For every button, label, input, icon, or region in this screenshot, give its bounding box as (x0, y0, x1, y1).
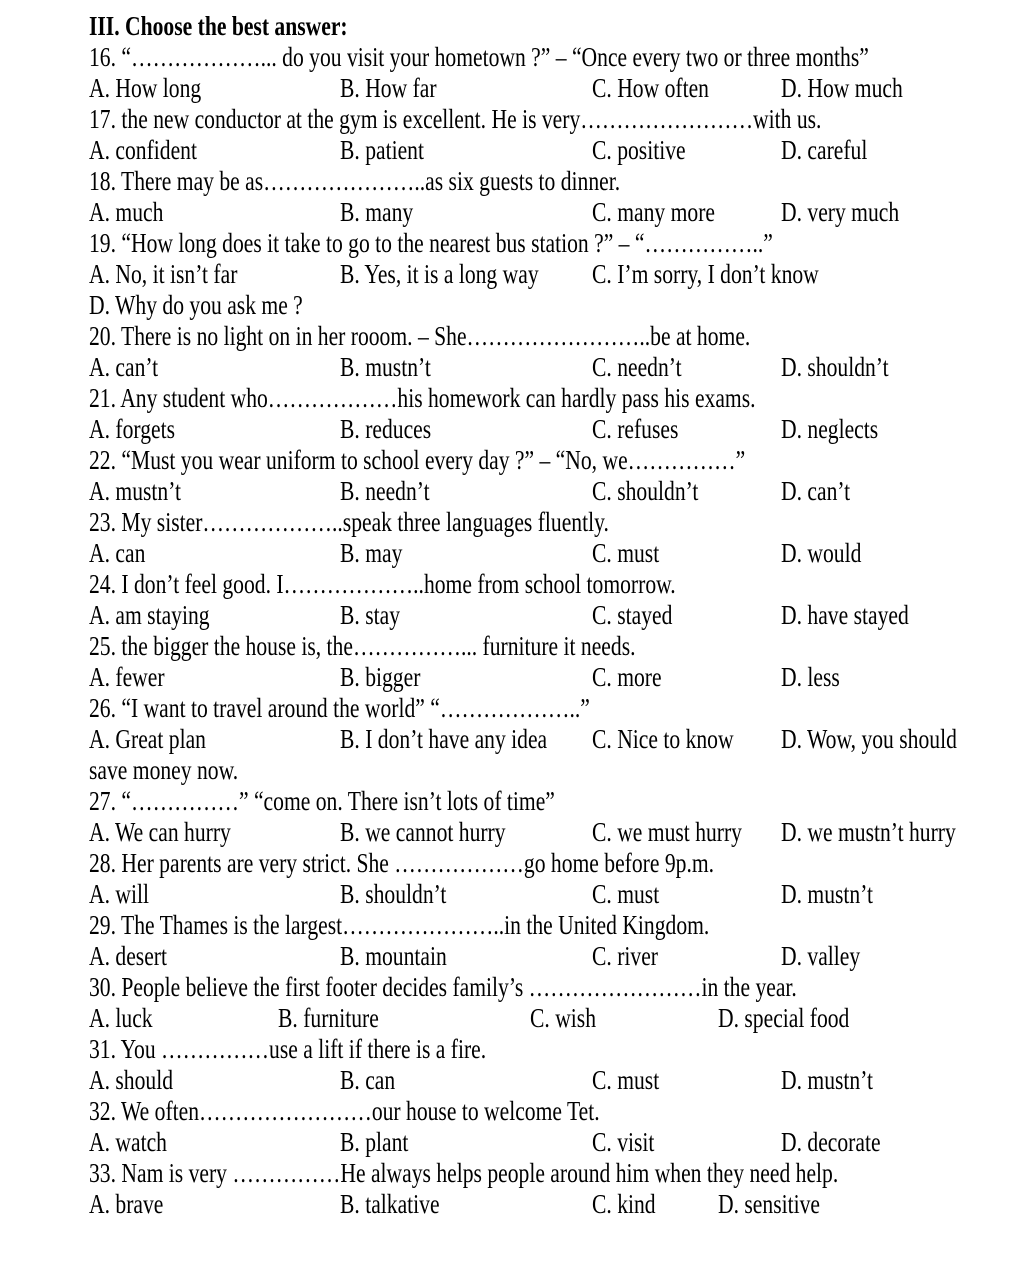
q21-option-c[interactable]: C. refuses (592, 414, 679, 444)
q22-option-d[interactable]: D. can’t (781, 476, 851, 506)
q17-option-b[interactable]: B. patient (340, 135, 424, 165)
q17-option-c[interactable]: C. positive (592, 135, 686, 165)
q24-option-a[interactable]: A. am staying (89, 600, 210, 630)
q22-option-a[interactable]: A. mustn’t (89, 476, 182, 506)
q16-option-a[interactable]: A. How long (89, 73, 202, 103)
q20-option-d[interactable]: D. shouldn’t (781, 352, 889, 382)
q29-option-c[interactable]: C. river (592, 941, 658, 971)
q27-option-d[interactable]: D. we mustn’t hurry (781, 817, 956, 847)
question-21-stem: 21. Any student who………………his homework can hardly pass his exams. (89, 383, 756, 413)
q33-option-b[interactable]: B. talkative (340, 1189, 440, 1219)
q19-option-a[interactable]: A. No, it isn’t far (89, 259, 238, 289)
q27-option-b[interactable]: B. we cannot hurry (340, 817, 506, 847)
q22-option-b[interactable]: B. needn’t (340, 476, 430, 506)
q23-option-a[interactable]: A. can (89, 538, 146, 568)
q29-option-b[interactable]: B. mountain (340, 941, 447, 971)
q26-option-d[interactable]: D. Wow, you should (781, 724, 957, 754)
q19-option-c[interactable]: C. I’m sorry, I don’t know (592, 259, 819, 289)
q24-option-b[interactable]: B. stay (340, 600, 401, 630)
q27-option-c[interactable]: C. we must hurry (592, 817, 742, 847)
q33-option-c[interactable]: C. kind (592, 1189, 656, 1219)
q28-option-a[interactable]: A. will (89, 879, 150, 909)
question-25-stem: 25. the bigger the house is, the……………... furniture it needs. (89, 631, 636, 661)
q32-option-d[interactable]: D. decorate (781, 1127, 881, 1157)
question-28-stem: 28. Her parents are very strict. She ………………go home before 9p.m. (89, 848, 715, 878)
q16-option-b[interactable]: B. How far (340, 73, 437, 103)
q29-option-d[interactable]: D. valley (781, 941, 861, 971)
q29-option-a[interactable]: A. desert (89, 941, 167, 971)
q20-option-a[interactable]: A. can’t (89, 352, 159, 382)
q28-option-d[interactable]: D. mustn’t (781, 879, 874, 909)
q28-option-c[interactable]: C. must (592, 879, 660, 909)
question-20-stem: 20. There is no light on in her rooom. – She……………………..be at home. (89, 321, 751, 351)
q20-option-b[interactable]: B. mustn’t (340, 352, 431, 382)
question-23-stem: 23. My sister………………..speak three languages fluently. (89, 507, 609, 537)
question-26-stem: 26. “I want to travel around the world” “………………..” (89, 693, 590, 723)
q24-option-d[interactable]: D. have stayed (781, 600, 909, 630)
question-30-stem: 30. People believe the first footer decides family’s ……………………in the year. (89, 972, 797, 1002)
q18-option-d[interactable]: D. very much (781, 197, 900, 227)
question-24-stem: 24. I don’t feel good. I………………..home from school tomorrow. (89, 569, 676, 599)
question-29-stem: 29. The Thames is the largest…………………..in the United Kingdom. (89, 910, 710, 940)
q25-option-a[interactable]: A. fewer (89, 662, 165, 692)
q23-option-b[interactable]: B. may (340, 538, 403, 568)
q31-option-b[interactable]: B. can (340, 1065, 396, 1095)
q18-option-a[interactable]: A. much (89, 197, 164, 227)
q23-option-d[interactable]: D. would (781, 538, 862, 568)
question-16-stem: 16. “………………... do you visit your hometown ?” – “Once every two or three months” (89, 42, 869, 72)
q21-option-d[interactable]: D. neglects (781, 414, 879, 444)
q31-option-a[interactable]: A. should (89, 1065, 174, 1095)
q33-option-d[interactable]: D. sensitive (718, 1189, 820, 1219)
q30-option-a[interactable]: A. luck (89, 1003, 153, 1033)
question-33-stem: 33. Nam is very ……………He always helps people around him when they need help. (89, 1158, 839, 1188)
q26-option-b[interactable]: B. I don’t have any idea (340, 724, 548, 754)
q20-option-c[interactable]: C. needn’t (592, 352, 682, 382)
q18-option-c[interactable]: C. many more (592, 197, 715, 227)
q32-option-b[interactable]: B. plant (340, 1127, 409, 1157)
q26-option-d-continued: save money now. (89, 755, 239, 785)
q21-option-a[interactable]: A. forgets (89, 414, 175, 444)
q32-option-a[interactable]: A. watch (89, 1127, 167, 1157)
q17-option-d[interactable]: D. careful (781, 135, 868, 165)
q23-option-c[interactable]: C. must (592, 538, 660, 568)
question-19-stem: 19. “How long does it take to go to the nearest bus station ?” – “……………..” (89, 228, 773, 258)
q25-option-c[interactable]: C. more (592, 662, 662, 692)
q28-option-b[interactable]: B. shouldn’t (340, 879, 447, 909)
question-32-stem: 32. We often……………………our house to welcome Tet. (89, 1096, 600, 1126)
question-18-stem: 18. There may be as…………………..as six guests to dinner. (89, 166, 621, 196)
q22-option-c[interactable]: C. shouldn’t (592, 476, 699, 506)
q31-option-c[interactable]: C. must (592, 1065, 660, 1095)
q19-option-d[interactable]: D. Why do you ask me ? (89, 290, 303, 320)
question-17-stem: 17. the new conductor at the gym is excellent. He is very……………………with us. (89, 104, 822, 134)
q18-option-b[interactable]: B. many (340, 197, 414, 227)
q25-option-b[interactable]: B. bigger (340, 662, 421, 692)
q19-option-b[interactable]: B. Yes, it is a long way (340, 259, 539, 289)
q17-option-a[interactable]: A. confident (89, 135, 197, 165)
q16-option-c[interactable]: C. How often (592, 73, 709, 103)
q27-option-a[interactable]: A. We can hurry (89, 817, 231, 847)
q26-option-a[interactable]: A. Great plan (89, 724, 206, 754)
section-heading: III. Choose the best answer: (89, 11, 348, 41)
q21-option-b[interactable]: B. reduces (340, 414, 432, 444)
question-27-stem: 27. “……………” “come on. There isn’t lots of time” (89, 786, 555, 816)
q25-option-d[interactable]: D. less (781, 662, 840, 692)
q26-option-c[interactable]: C. Nice to know (592, 724, 734, 754)
q30-option-b[interactable]: B. furniture (278, 1003, 379, 1033)
q24-option-c[interactable]: C. stayed (592, 600, 673, 630)
q33-option-a[interactable]: A. brave (89, 1189, 164, 1219)
q16-option-d[interactable]: D. How much (781, 73, 903, 103)
question-31-stem: 31. You ……………use a lift if there is a fire. (89, 1034, 487, 1064)
q30-option-d[interactable]: D. special food (718, 1003, 850, 1033)
q30-option-c[interactable]: C. wish (530, 1003, 597, 1033)
question-22-stem: 22. “Must you wear uniform to school every day ?” – “No, we……………” (89, 445, 746, 475)
q31-option-d[interactable]: D. mustn’t (781, 1065, 874, 1095)
q32-option-c[interactable]: C. visit (592, 1127, 655, 1157)
